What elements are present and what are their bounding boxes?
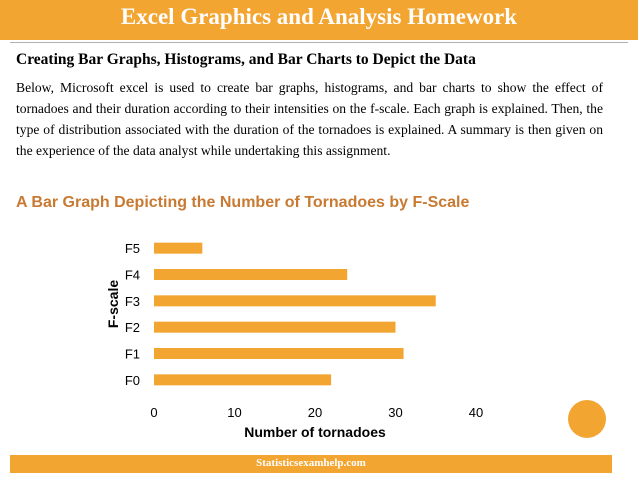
section-subtitle: Creating Bar Graphs, Histograms, and Bar Charts to Depict the Data (16, 51, 476, 68)
y-tick-label: F2 (124, 320, 140, 336)
y-tick-label: F3 (124, 293, 140, 309)
footer-text: Statisticsexamhelp.com (256, 457, 366, 469)
x-axis-label: Number of tornadoes (244, 424, 386, 440)
x-tick-label: 40 (468, 405, 484, 420)
bar-f5 (154, 243, 202, 254)
y-tick-label: F5 (124, 241, 140, 257)
x-tick-label: 30 (388, 405, 403, 420)
y-tick-label: F4 (124, 267, 140, 283)
bar-f0 (154, 374, 331, 385)
body-paragraph: Below, Microsoft excel is used to create bar graphs, histograms, and bar charts to show the effect of tornadoes and their duration according to their intensities on the f-scale. Each graph is explained. Then, the type of distribution associated with the duration of the tornadoes is explained. A summary is then given on the experience of the data analyst while undertaking this assignment. (16, 80, 603, 158)
chart-heading: A Bar Graph Depicting the Number of Tornadoes by F-Scale (16, 194, 470, 211)
bar-f3 (154, 295, 436, 306)
x-tick-label: 20 (307, 405, 323, 420)
y-tick-label: F0 (124, 372, 140, 388)
x-tick-label: 0 (150, 405, 158, 420)
x-tick-label: 10 (227, 405, 242, 420)
y-axis-label: F-scale (105, 279, 121, 329)
decorative-circle (568, 400, 606, 438)
bar-f1 (154, 348, 404, 359)
y-tick-label: F1 (124, 346, 140, 362)
bar-f4 (154, 269, 347, 280)
bar-f2 (154, 322, 396, 333)
page-title: Excel Graphics and Analysis Homework (120, 4, 518, 29)
